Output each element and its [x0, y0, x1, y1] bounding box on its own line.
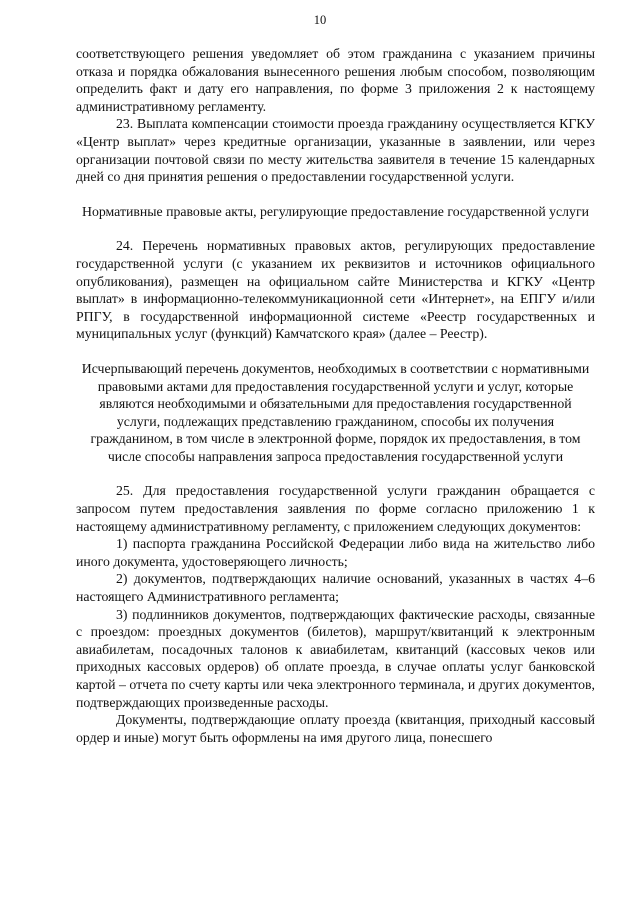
document-body	[76, 45, 595, 746]
paragraph-payment-documents: Документы, подтверждающие оплату проезда (квитанция, приходный кассовый ордер и иные) могут быть оформлены на имя другого лица, понесшего	[76, 712, 595, 745]
section-heading-documents-list: Исчерпывающий перечень документов, необходимых в соответствии с нормативными правовыми актами для предоставления государственной услуги и услуг, которые являются необходимыми и обязательными для предоставления государственной услуги, подлежащих представлению гражданином, способы их получения гражданином, в том числе в электронной форме, порядок их предоставления, в том числе способы направления запроса предоставления государственной услуги	[81, 360, 590, 464]
list-item-1: 1) паспорта гражданина Российской Федерации либо вида на жительство либо иного документа, удостоверяющего личность;	[76, 536, 595, 569]
paragraph-23: 23. Выплата компенсации стоимости проезда гражданину осуществляется КГКУ «Центр выплат» через кредитные организации, указанные в заявлении, или через организации почтовой связи по месту жительства заявителя в течение 15 календарных дней со дня принятия решения о предоставлении государственной услуги.	[76, 116, 595, 185]
paragraph-25: 25. Для предоставления государственной услуги гражданин обращается с запросом путем предоставления заявления по форме согласно приложению 1 к настоящему административному регламенту, с приложением следующих документов:	[76, 483, 595, 534]
list-item-3: 3) подлинников документов, подтверждающих фактические расходы, связанные с проездом: проездных документов (билетов), маршрут/квитанций к электронным авиабилетам, посадочных талонов к авиабилетам, квитанций (кассовых чеков или приходных кассовых ордеров) об оплате проезда, в случае оплаты услуг банковской картой – отчета по счету карты или чека электронного терминала, и других документов, подтверждающих произведенные расходы.	[76, 606, 595, 710]
paragraph-24: 24. Перечень нормативных правовых актов, регулирующих предоставление государственной услуги (с указанием их реквизитов и источников официального опубликования), размещен на официальном сайте Министерства и КГКУ «Центр выплат» в информационно-телекоммуникационной сети «Интернет», на ЕПГУ и/или РПГУ, в государственной информационной системе «Реестр государственных и муниципальных услуг (функций) Камчатского края» (далее – Реестр).	[76, 238, 595, 342]
paragraph-continuation: соответствующего решения уведомляет об этом гражданина с указанием причины отказа и порядка обжалования вынесенного решения любым способом, позволяющим определить факт и дату его направления, по форме 3 приложения 2 к настоящему административному регламенту.	[76, 46, 595, 114]
list-item-2: 2) документов, подтверждающих наличие оснований, указанных в частях 4–6 настоящего Административного регламента;	[76, 571, 595, 605]
section-heading-normative-acts: Нормативные правовые акты, регулирующие предоставление государственной услуги	[81, 203, 589, 219]
page-number: 10	[313, 13, 327, 27]
